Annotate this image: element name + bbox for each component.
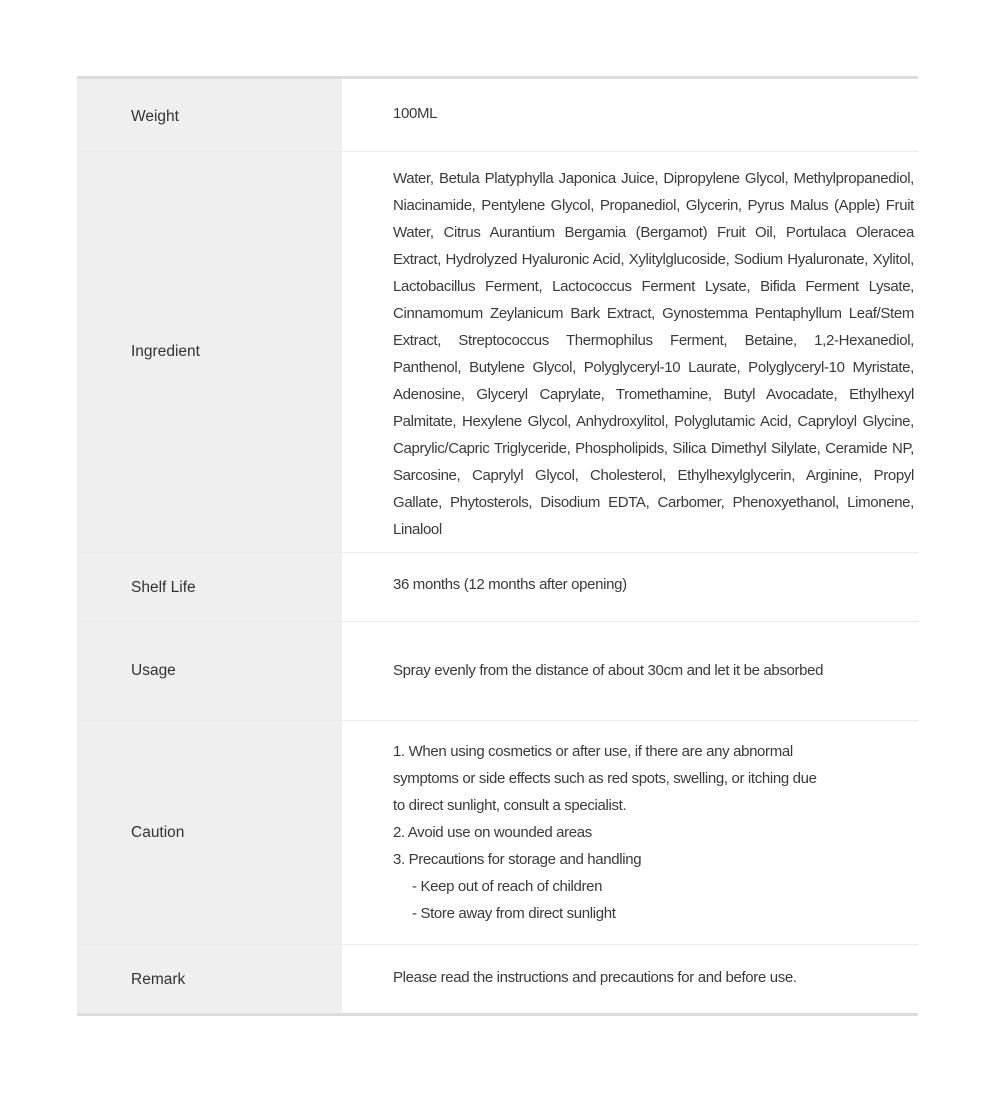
product-spec-table (77, 76, 918, 1016)
spec-row-remark (77, 944, 918, 1013)
spec-label-shelf-life: Shelf Life (77, 553, 342, 621)
caution-line: 1. When using cosmetics or after use, if there are any abnormal (393, 743, 793, 760)
spec-label-ingredient: Ingredient (77, 152, 342, 552)
caution-line: 2. Avoid use on wounded areas (393, 824, 592, 841)
spec-row-caution (77, 720, 918, 944)
caution-line: 3. Precautions for storage and handling (393, 851, 642, 868)
caution-sub-line: - Keep out of reach of children (412, 878, 603, 895)
spec-row-weight (77, 79, 918, 151)
caution-line: symptoms or side effects such as red spots, swelling, or itching due (393, 770, 817, 787)
spec-label-weight: Weight (77, 79, 342, 151)
spec-row-usage (77, 621, 918, 720)
spec-value-shelf-life: 36 months (12 months after opening) (393, 576, 627, 593)
spec-label-remark: Remark (77, 945, 342, 1013)
spec-value-caution (342, 721, 918, 944)
caution-line: to direct sunlight, consult a specialist. (393, 797, 627, 814)
spec-value-ingredient: Water, Betula Platyphylla Japonica Juice, Dipropylene Glycol, Methylpropanediol, Niacinamide, Pentylene Glycol, Propanediol, Glycerin, Pyrus Malus (Apple) Fruit Water, Citrus Aurantium Bergamia (Bergamot) Fruit Oil, Portulaca Oleracea Extract, Hydrolyzed Hyaluronic Acid, Xylitylglucoside, Sodium Hyaluronate, Xylitol, Lactobacillus Ferment, Lactococcus Ferment Lysate, Bifida Ferment Lysate, Cinnamomum Zeylanicum Bark Extract, Gynostemma Pentaphyllum Leaf/Stem Extract, Streptococcus Thermophilus Ferment, Betaine, 1,2-Hexanediol, Panthenol, Butylene Glycol, Polyglyceryl-10 Laurate, Polyglyceryl-10 Myristate, Adenosine, Glyceryl Caprylate, Tromethamine, Butyl Avocadate, Ethylhexyl Palmitate, Hexylene Glycol, Anhydroxylitol, Polyglutamic Acid, Capryloyl Glycine, Caprylic/Capric Triglyceride, Phospholipids, Silica Dimethyl Silylate, Ceramide NP, Sarcosine, Caprylyl Glycol, Cholesterol, Ethylhexylglycerin, Arginine, Propyl Gallate, Phytosterols, Disodium EDTA, Carbomer, Phenoxyethanol, Limonene, Linalool (393, 170, 914, 538)
spec-value-weight: 100ML (393, 105, 438, 122)
spec-label-caution: Caution (77, 721, 342, 944)
spec-label-usage: Usage (77, 622, 342, 720)
spec-row-ingredient (77, 151, 918, 552)
spec-value-remark: Please read the instructions and precautions for and before use. (393, 969, 797, 986)
spec-row-shelf-life (77, 552, 918, 621)
caution-sub-line: - Store away from direct sunlight (412, 905, 616, 922)
spec-value-usage: Spray evenly from the distance of about 30cm and let it be absorbed (393, 662, 824, 679)
